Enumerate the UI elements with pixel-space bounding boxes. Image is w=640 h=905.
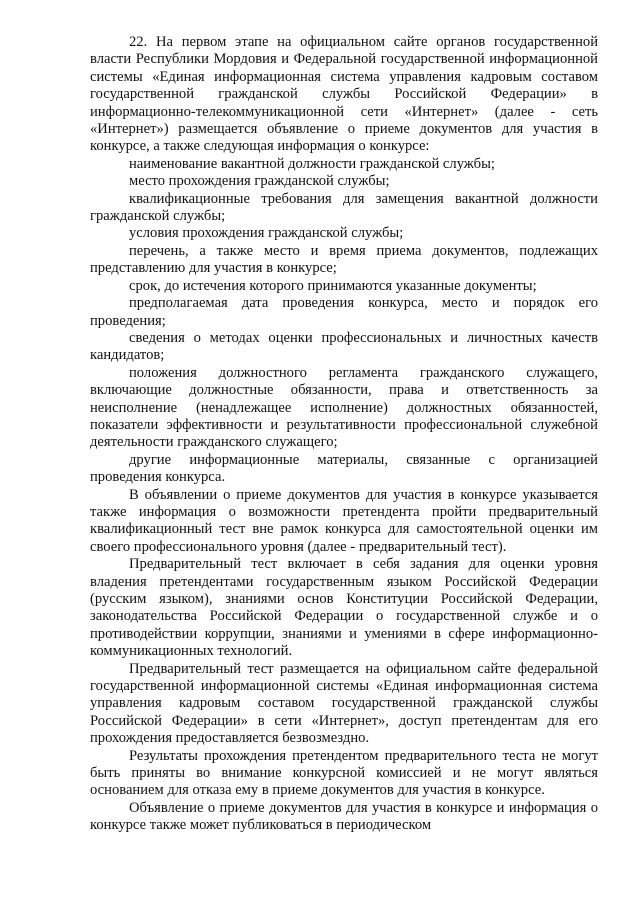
list-item-position-name: наименование вакантной должности гражданской службы; [129,155,495,172]
list-item-deadline: срок, до истечения которого принимаются указанные документы; [129,277,537,294]
document-page [90,34,598,835]
paragraph-publication: Объявление о приеме документов для участия в конкурсе и информация о конкурсе также может публиковаться в периодическом [90,799,598,834]
paragraph-item-22-intro: 22. На первом этапе на официальном сайте органов государственной власти Республики Мордовия и Федеральной государственной информационной системы «Единая информационная система управления кадровым составом государственной гражданской службы Российской Федерации» в информационно-телекоммуникационной сети «Интернет» (далее - сеть «Интернет») размещается объявление о приеме документов для участия в конкурсе, а также следующая информация о конкурсе: [90,34,598,155]
paragraph-preliminary-test-placement: Предварительный тест размещается на официальном сайте федеральной государственной информационной системы «Единая информационная система управления кадровым составом государственной гражданской службы Российской Федерации» в сети «Интернет», доступ претендентам для его прохождения предоставляется безвозмездно. [90,660,598,747]
list-item-job-regulations: положения должностного регламента гражданского служащего, включающие должностные обязанности, права и ответственность за неисполнение (ненадлежащее исполнение) должностных обязанностей, показатели эффективности и результативности профессиональной служебной деятельности гражданского служащего; [90,364,598,451]
paragraph-preliminary-test-notice: В объявлении о приеме документов для участия в конкурсе указывается также информация о возможности претендента пройти предварительный квалификационный тест вне рамок конкурса для самостоятельной оценки им своего профессионального уровня (далее - предварительный тест). [90,486,598,555]
list-item-evaluation-methods: сведения о методах оценки профессиональных и личностных качеств кандидатов; [90,329,598,364]
list-item-contest-date: предполагаемая дата проведения конкурса, место и порядок его проведения; [90,295,598,329]
list-item-other-materials: другие информационные материалы, связанные с организацией проведения конкурса. [90,451,598,486]
list-item-service-conditions: условия прохождения гражданской службы; [129,225,404,242]
list-item-service-place: место прохождения гражданской службы; [129,173,390,190]
list-item-documents-list: перечень, а также место и время приема документов, подлежащих представлению для участия в конкурсе; [90,242,598,277]
paragraph-preliminary-test-content: Предварительный тест включает в себя задания для оценки уровня владения претендентами государственным языком Российской Федерации (русским языком), знаниями основ Конституции Российской Федерации, законодательства Российской Федерации о государственной службе и о противодействии коррупции, знаниями и умениями в сфере информационно-коммуникационных технологий. [90,556,598,660]
list-item-qualification-requirements: квалификационные требования для замещения вакантной должности гражданской службы; [90,190,598,225]
paragraph-preliminary-test-results: Результаты прохождения претендентом предварительного теста не могут быть приняты во внимание конкурсной комиссией и не могут являться основанием для отказа ему в приеме документов для участия в конкурсе. [90,747,598,799]
